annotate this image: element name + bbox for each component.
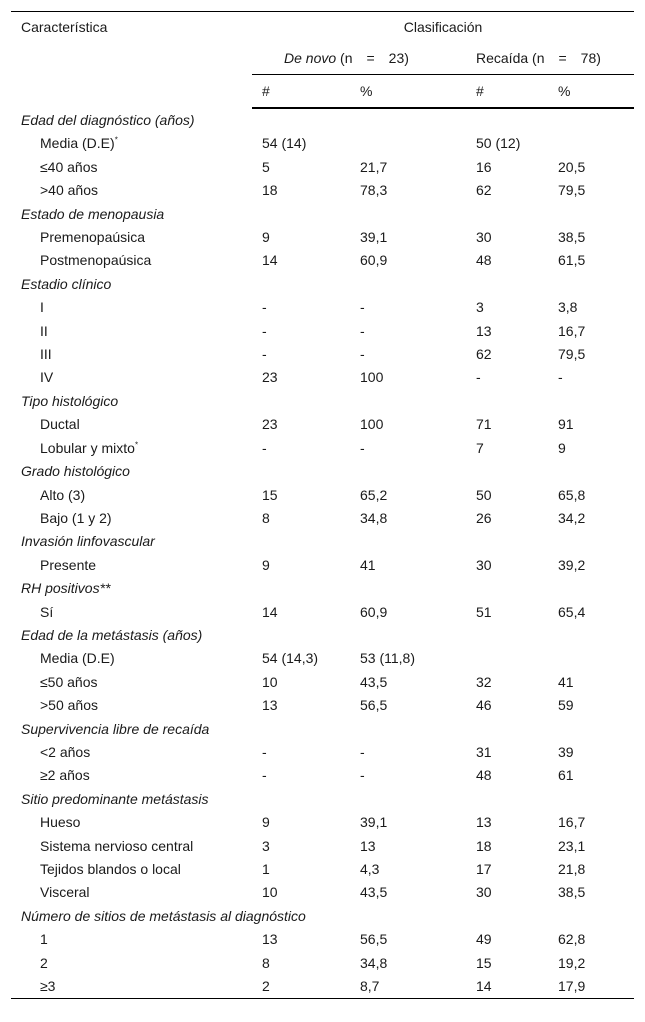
recaida-percent-cell: 9 bbox=[558, 439, 566, 456]
denovo-count-cell: - bbox=[262, 299, 267, 316]
denovo-percent-cell: 78,3 bbox=[360, 182, 388, 199]
table-row bbox=[11, 507, 634, 530]
recaida-count-cell: 13 bbox=[476, 814, 492, 831]
table-row bbox=[11, 413, 634, 436]
denovo-percent-cell: 43,5 bbox=[360, 884, 388, 901]
recaida-count-cell: 17 bbox=[476, 861, 492, 877]
table-row bbox=[11, 320, 634, 343]
recaida-count-cell: 16 bbox=[476, 158, 492, 175]
row-label: II bbox=[40, 322, 48, 339]
recaida-count-cell: 26 bbox=[476, 509, 492, 526]
denovo-count-cell: - bbox=[262, 439, 267, 456]
row-label-cell bbox=[11, 647, 252, 670]
row-label-cell bbox=[11, 156, 252, 179]
header-de-novo bbox=[252, 42, 466, 75]
denovo-percent-cell: 56,5 bbox=[360, 931, 388, 948]
row-label: Alto (3) bbox=[40, 486, 86, 503]
category-label: Estado de menopausia bbox=[21, 205, 165, 222]
denovo-count-cell: 9 bbox=[262, 814, 270, 831]
denovo-count-cell: 1 bbox=[262, 861, 270, 877]
row-label-cell bbox=[11, 226, 252, 249]
row-label: Sí bbox=[40, 603, 54, 620]
table-row bbox=[11, 671, 634, 694]
table-row bbox=[11, 437, 634, 460]
denovo-count-cell: 23 bbox=[262, 369, 278, 386]
recaida-percent-cell: 23,1 bbox=[558, 837, 586, 854]
recaida-count-cell: 7 bbox=[476, 439, 484, 456]
table-row bbox=[11, 647, 634, 670]
denovo-percent-cell: 100 bbox=[360, 416, 384, 433]
table-row bbox=[11, 694, 634, 717]
recaida-count-cell: 49 bbox=[476, 931, 492, 948]
recaida-count-cell: - bbox=[476, 369, 481, 386]
row-label: IV bbox=[40, 369, 54, 386]
row-label: Lobular y mixto bbox=[40, 439, 135, 456]
denovo-count-cell: 13 bbox=[262, 931, 278, 948]
table-row bbox=[11, 881, 634, 904]
denovo-count-cell: - bbox=[262, 346, 267, 363]
category-label: Grado histológico bbox=[21, 463, 130, 480]
recaida-count-cell: 15 bbox=[476, 954, 492, 971]
denovo-count-cell: 8 bbox=[262, 509, 270, 526]
table-row bbox=[11, 249, 634, 272]
category-row bbox=[11, 108, 634, 132]
denovo-count-cell: 14 bbox=[262, 252, 278, 269]
table-row bbox=[11, 601, 634, 624]
recaida-count-cell: 3 bbox=[476, 299, 484, 316]
denovo-percent-cell bbox=[360, 132, 466, 155]
denovo-percent-cell: 43,5 bbox=[360, 673, 388, 690]
recaida-count-cell bbox=[466, 647, 558, 670]
denovo-percent-cell: 100 bbox=[360, 369, 384, 386]
recaida-percent-cell: 3,8 bbox=[558, 299, 578, 316]
data-table-container bbox=[11, 11, 634, 999]
category-label: Tipo histológico bbox=[21, 392, 119, 409]
denovo-percent-cell: 65,2 bbox=[360, 486, 388, 503]
category-label: Sitio predominante metástasis bbox=[21, 790, 209, 807]
category-label: Edad del diagnóstico (años) bbox=[21, 112, 195, 128]
row-label: Postmenopaúsica bbox=[40, 252, 152, 269]
table-row bbox=[11, 554, 634, 577]
row-label-cell bbox=[11, 343, 252, 366]
denovo-percent-cell: - bbox=[360, 322, 365, 339]
category-row bbox=[11, 390, 634, 413]
row-label: ≤50 años bbox=[40, 673, 98, 690]
row-label-cell bbox=[11, 437, 252, 460]
row-label-cell bbox=[11, 858, 252, 881]
recaida-percent-cell: 79,5 bbox=[558, 182, 586, 199]
row-label-cell bbox=[11, 952, 252, 975]
row-label: 1 bbox=[40, 931, 48, 948]
recaida-percent-cell: 91 bbox=[558, 416, 574, 433]
denovo-count-cell: 3 bbox=[262, 837, 270, 854]
recaida-percent-cell: 38,5 bbox=[558, 884, 586, 901]
denovo-percent-cell: 4,3 bbox=[360, 861, 380, 877]
denovo-count-cell: 54 (14,3) bbox=[262, 650, 319, 667]
row-label: <2 años bbox=[40, 743, 91, 760]
row-label: ≥3 bbox=[40, 978, 56, 995]
category-label: Edad de la metástasis (años) bbox=[21, 626, 203, 643]
footnote-marker: * bbox=[114, 135, 118, 145]
recaida-count-cell: 50 bbox=[476, 486, 492, 503]
header-denovo-count: # bbox=[252, 75, 360, 109]
row-label: Tejidos blandos o local bbox=[40, 861, 181, 877]
recaida-count-cell: 71 bbox=[476, 416, 492, 433]
category-label: Número de sitios de metástasis al diagnóstico bbox=[21, 907, 306, 924]
table-row bbox=[11, 835, 634, 858]
recaida-count-cell: 46 bbox=[476, 697, 492, 714]
table-row bbox=[11, 952, 634, 975]
recaida-percent-cell: 65,4 bbox=[558, 603, 586, 620]
row-label: ≥2 años bbox=[40, 767, 90, 784]
characteristics-table bbox=[11, 11, 634, 999]
recaida-percent-cell: 16,7 bbox=[558, 322, 586, 339]
denovo-count-cell: - bbox=[262, 767, 267, 784]
recaida-count-cell: 14 bbox=[466, 975, 558, 999]
recaida-percent-cell: 21,8 bbox=[558, 861, 586, 877]
row-label-cell bbox=[11, 554, 252, 577]
category-label: Invasión linfovascular bbox=[21, 533, 155, 550]
recaida-percent-cell: 61 bbox=[558, 767, 574, 784]
row-label-cell bbox=[11, 413, 252, 436]
row-label-cell bbox=[11, 484, 252, 507]
row-label-cell bbox=[11, 296, 252, 319]
row-label-cell bbox=[11, 132, 252, 155]
table-row bbox=[11, 296, 634, 319]
table-row bbox=[11, 366, 634, 389]
table-row bbox=[11, 156, 634, 179]
recaida-percent-cell: 41 bbox=[558, 673, 574, 690]
denovo-count-cell: 5 bbox=[262, 158, 270, 175]
header-row-1 bbox=[11, 12, 634, 43]
category-row bbox=[11, 718, 634, 741]
row-label: Hueso bbox=[40, 814, 81, 831]
row-label-cell bbox=[11, 928, 252, 951]
header-de-novo-n: (n = 23) bbox=[336, 50, 409, 66]
table-body bbox=[11, 108, 634, 999]
recaida-count-cell: 18 bbox=[476, 837, 492, 854]
category-row bbox=[11, 788, 634, 811]
category-row bbox=[11, 273, 634, 296]
denovo-percent-cell: 60,9 bbox=[360, 603, 388, 620]
header-classification: Clasificación bbox=[403, 19, 483, 35]
recaida-count-cell: 30 bbox=[476, 884, 492, 901]
header-recaida-count: # bbox=[466, 75, 558, 109]
recaida-count-cell: 48 bbox=[476, 252, 492, 269]
recaida-count-cell: 13 bbox=[476, 322, 492, 339]
recaida-count-cell: 30 bbox=[476, 229, 492, 246]
recaida-percent-cell: 79,5 bbox=[558, 346, 586, 363]
table-row bbox=[11, 132, 634, 155]
denovo-percent-cell: 56,5 bbox=[360, 697, 388, 714]
recaida-count-cell: 48 bbox=[476, 767, 492, 784]
category-label: Supervivencia libre de recaída bbox=[21, 720, 210, 737]
recaida-count-cell: 62 bbox=[476, 346, 492, 363]
row-label-cell bbox=[11, 179, 252, 202]
recaida-percent-cell: 19,2 bbox=[558, 954, 586, 971]
row-label: Visceral bbox=[40, 884, 90, 901]
table-row bbox=[11, 858, 634, 881]
recaida-percent-cell: 39 bbox=[558, 743, 574, 760]
recaida-percent-cell: 17,9 bbox=[558, 975, 634, 999]
denovo-percent-cell: - bbox=[360, 346, 365, 363]
denovo-percent-cell: 21,7 bbox=[360, 158, 388, 175]
table-row bbox=[11, 928, 634, 951]
row-label: Bajo (1 y 2) bbox=[40, 509, 112, 526]
recaida-percent-cell: - bbox=[558, 369, 563, 386]
denovo-percent-cell: - bbox=[360, 767, 365, 784]
row-label-cell bbox=[11, 507, 252, 530]
row-label-cell bbox=[11, 975, 252, 999]
table-row bbox=[11, 226, 634, 249]
denovo-count-cell: 18 bbox=[262, 182, 278, 199]
row-label-cell bbox=[11, 320, 252, 343]
denovo-percent-cell: 53 (11,8) bbox=[360, 650, 415, 667]
denovo-count-cell: 9 bbox=[262, 229, 270, 246]
category-label: RH positivos** bbox=[21, 580, 111, 597]
denovo-percent-cell: 39,1 bbox=[360, 814, 388, 831]
header-denovo-percent: % bbox=[360, 75, 466, 109]
denovo-count-cell: 54 (14) bbox=[262, 135, 307, 152]
denovo-percent-cell: 60,9 bbox=[360, 252, 388, 269]
recaida-percent-cell: 61,5 bbox=[558, 252, 586, 269]
denovo-count-cell: 9 bbox=[262, 556, 270, 573]
category-row bbox=[11, 577, 634, 600]
row-label: I bbox=[40, 299, 44, 316]
denovo-count-cell: 10 bbox=[262, 884, 278, 901]
row-label: Ductal bbox=[40, 416, 80, 433]
denovo-count-cell: 10 bbox=[262, 673, 278, 690]
recaida-percent-cell bbox=[558, 132, 634, 155]
header-recaida: Recaída (n = 78) bbox=[466, 42, 634, 75]
recaida-percent-cell: 20,5 bbox=[558, 158, 586, 175]
recaida-count-cell: 30 bbox=[476, 556, 492, 573]
category-row bbox=[11, 460, 634, 483]
recaida-percent-cell: 65,8 bbox=[558, 486, 586, 503]
row-label: 2 bbox=[40, 954, 48, 971]
denovo-count-cell: 15 bbox=[262, 486, 278, 503]
denovo-count-cell: 2 bbox=[252, 975, 360, 999]
recaida-count-cell: 50 (12) bbox=[476, 135, 521, 152]
category-row bbox=[11, 905, 634, 928]
row-label: >50 años bbox=[40, 697, 98, 714]
table-row bbox=[11, 811, 634, 834]
row-label-cell bbox=[11, 601, 252, 624]
header-feature: Característica bbox=[21, 19, 108, 35]
denovo-percent-cell: 13 bbox=[360, 837, 376, 854]
row-label-cell bbox=[11, 741, 252, 764]
row-label: Premenopaúsica bbox=[40, 229, 146, 246]
denovo-percent-cell: - bbox=[360, 439, 365, 456]
category-row bbox=[11, 203, 634, 226]
denovo-count-cell: 23 bbox=[262, 416, 278, 433]
row-label-cell bbox=[11, 811, 252, 834]
row-label: >40 años bbox=[40, 182, 98, 199]
recaida-percent-cell bbox=[558, 647, 634, 670]
recaida-count-cell: 62 bbox=[476, 182, 492, 199]
denovo-percent-cell: - bbox=[360, 299, 365, 316]
footnote-marker: * bbox=[134, 440, 139, 450]
denovo-count-cell: 8 bbox=[262, 954, 270, 971]
recaida-percent-cell: 16,7 bbox=[558, 814, 586, 831]
table-row bbox=[11, 975, 634, 999]
denovo-percent-cell: 34,8 bbox=[360, 509, 388, 526]
table-row bbox=[11, 343, 634, 366]
category-row bbox=[11, 530, 634, 553]
denovo-percent-cell: - bbox=[360, 743, 365, 760]
recaida-percent-cell: 59 bbox=[558, 697, 574, 714]
row-label: Sistema nervioso central bbox=[40, 837, 194, 854]
header-de-novo-label: De novo bbox=[284, 50, 337, 66]
row-label-cell bbox=[11, 835, 252, 858]
denovo-percent-cell: 41 bbox=[360, 556, 376, 573]
row-label: Media (D.E) bbox=[40, 650, 115, 667]
table-row bbox=[11, 741, 634, 764]
row-label-cell bbox=[11, 249, 252, 272]
recaida-percent-cell: 39,2 bbox=[558, 556, 586, 573]
recaida-count-cell: 32 bbox=[476, 673, 492, 690]
row-label-cell bbox=[11, 671, 252, 694]
denovo-count-cell: - bbox=[262, 322, 267, 339]
row-label: Media (D.E) bbox=[40, 135, 115, 152]
denovo-count-cell: - bbox=[262, 743, 267, 760]
table-row bbox=[11, 764, 634, 787]
table-row bbox=[11, 179, 634, 202]
header-recaida-percent: % bbox=[558, 75, 634, 109]
row-label-cell bbox=[11, 366, 252, 389]
row-label: Presente bbox=[40, 556, 97, 573]
row-label-cell bbox=[11, 764, 252, 787]
row-label-cell bbox=[11, 881, 252, 904]
row-label-cell bbox=[11, 694, 252, 717]
denovo-percent-cell: 39,1 bbox=[360, 229, 388, 246]
table-row bbox=[11, 484, 634, 507]
recaida-count-cell: 51 bbox=[476, 603, 492, 620]
row-label: ≤40 años bbox=[40, 158, 98, 175]
recaida-percent-cell: 34,2 bbox=[558, 509, 586, 526]
denovo-percent-cell: 34,8 bbox=[360, 954, 388, 971]
row-label: III bbox=[40, 346, 52, 363]
denovo-count-cell: 13 bbox=[262, 697, 278, 714]
denovo-percent-cell: 8,7 bbox=[360, 975, 466, 999]
category-row bbox=[11, 624, 634, 647]
recaida-percent-cell: 38,5 bbox=[558, 229, 586, 246]
category-label: Estadio clínico bbox=[21, 275, 112, 292]
recaida-percent-cell: 62,8 bbox=[558, 931, 586, 948]
recaida-count-cell: 31 bbox=[476, 743, 492, 760]
denovo-count-cell: 14 bbox=[262, 603, 278, 620]
table-header bbox=[11, 12, 634, 109]
